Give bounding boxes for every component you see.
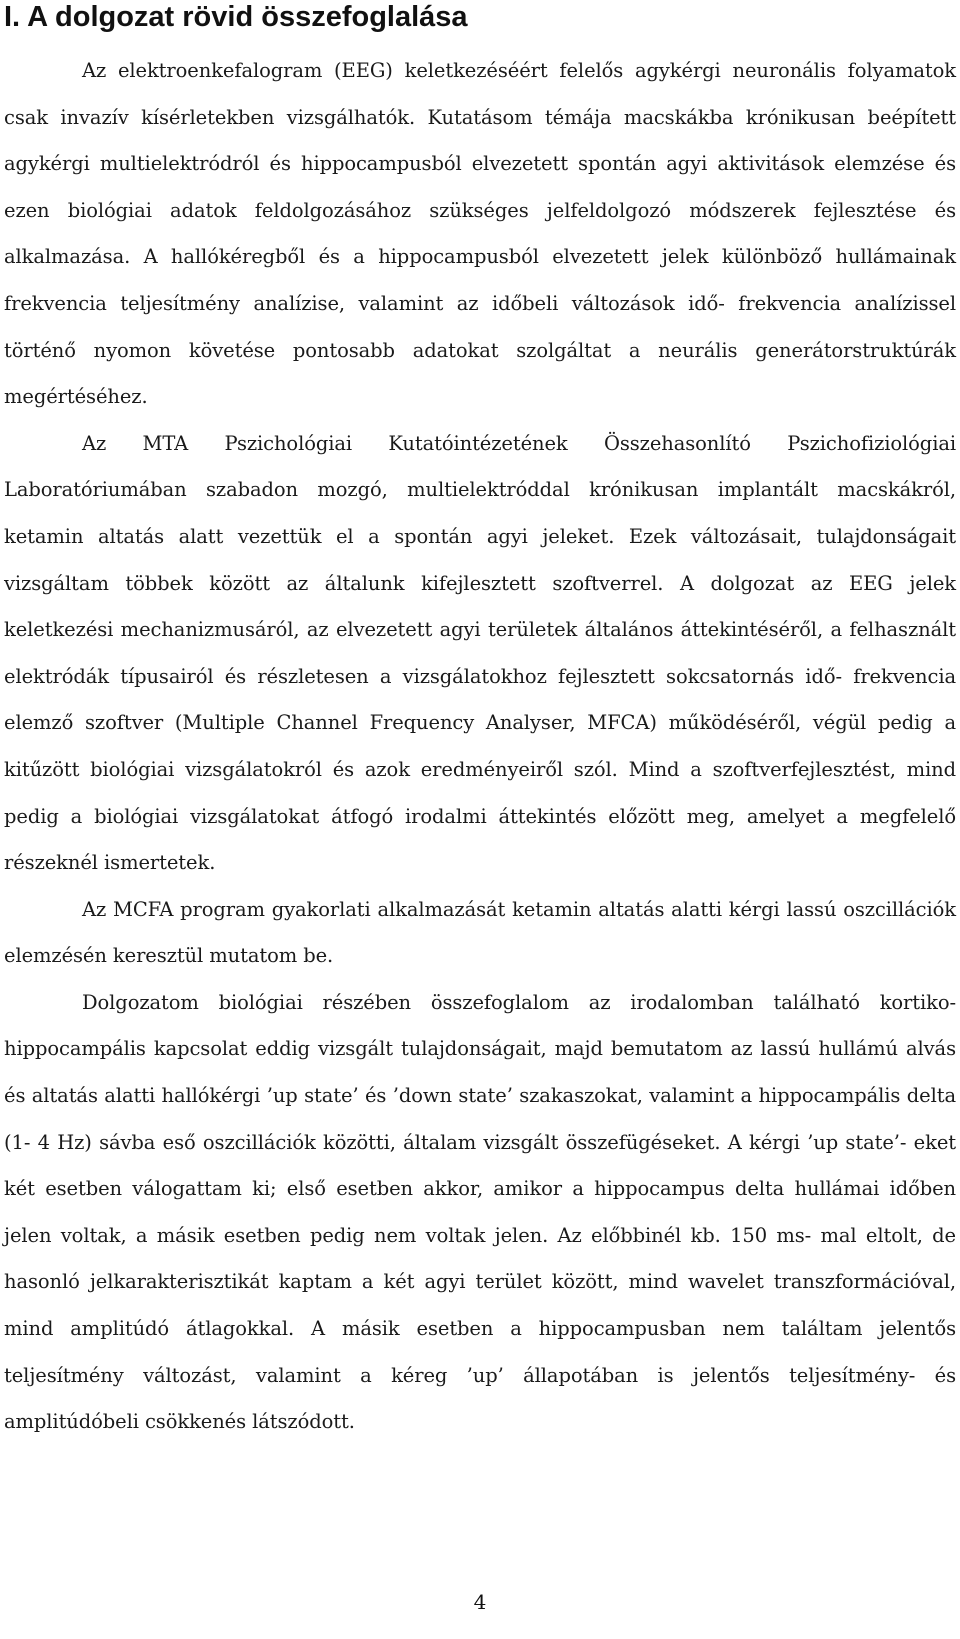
section-heading: I. A dolgozat rövid összefoglalása xyxy=(4,1,468,33)
paragraph-intro: Az elektroenkefalogram (EEG) keletkezéséért felelős agykérgi neuronális folyamatok csak invazív kísérletekben vizsgálhatók. Kutatásom témája macskákba krónikusan beépített agykérgi multielektródról és hippocampusból elvezetett spontán agyi aktivitások elemzése és ezen biológiai adatok feldolgozásához szükséges jelfeldolgozó módszerek fejlesztése és alkalmazása. A hallókéregből és a hippocampusból elvezetett jelek különböző hullámainak frekvencia teljesítmény analízise, valamint az időbeli változások idő- frekvencia analízissel történő nyomon követése pontosabb adatokat szolgáltat a neurális generátorstruktúrák megértéséhez. xyxy=(4,59,956,409)
paragraph-methods: Az MTA Pszichológiai Kutatóintézetének Összehasonlító Pszichofiziológiai Laboratóriumában szabadon mozgó, multielektróddal krónikusan implantált macskákról, ketamin altatás alatt vezettük el a spontán agyi jeleket. Ezek változásait, tulajdonságait vizsgáltam többek között az általunk kifejlesztett szoftverrel. A dolgozat az EEG jelek keletkezési mechanizmusáról, az elvezetett agyi területek általános áttekintéséről, a felhasznált elektródák típusairól és részletesen a vizsgálatokhoz fejlesztett sokcsatornás idő- frekvencia elemző szoftver (Multiple Channel Frequency Analyser, MFCA) működéséről, végül pedig a kitűzött biológiai vizsgálatokról és azok eredményeiről szól. Mind a szoftverfejlesztést, mind pedig a biológiai vizsgálatokat átfogó irodalmi áttekintés előzött meg, amelyet a megfelelő részeknél ismertetek. xyxy=(4,431,956,875)
page-number: 4 xyxy=(473,1590,487,1614)
paragraph-mcfa: Az MCFA program gyakorlati alkalmazását ketamin altatás alatti kérgi lassú oszcillációk elemzésén keresztül mutatom be. xyxy=(4,897,956,968)
paragraph-biology: Dolgozatom biológiai részében összefoglalom az irodalomban található kortiko- hippocampális kapcsolat eddig vizsgált tulajdonságait, majd bemutatom az lassú hullámú alvás és altatás alatti hallókérgi ’up state’ és ’down state’ szakaszokat, valamint a hippocampális delta (1- 4 Hz) sávba eső oszcillációk közötti, általam vizsgált összefügéseket. A kérgi ’up state’- eket két esetben válogattam ki; első esetben akkor, amikor a hippocampus delta hullámai időben jelen voltak, a másik esetben pedig nem voltak jelen. Az előbbinél kb. 150 ms- mal eltolt, de hasonló jelkarakterisztikát kaptam a két agyi terület között, mind wavelet transzformációval, mind amplitúdó átlagokkal. A másik esetben a hippocampusban nem találtam jelentős teljesítmény változást, valamint a kéreg ’up’ állapotában is jelentős teljesítmény- és amplitúdóbeli csökkenés látszódott. xyxy=(4,990,956,1434)
